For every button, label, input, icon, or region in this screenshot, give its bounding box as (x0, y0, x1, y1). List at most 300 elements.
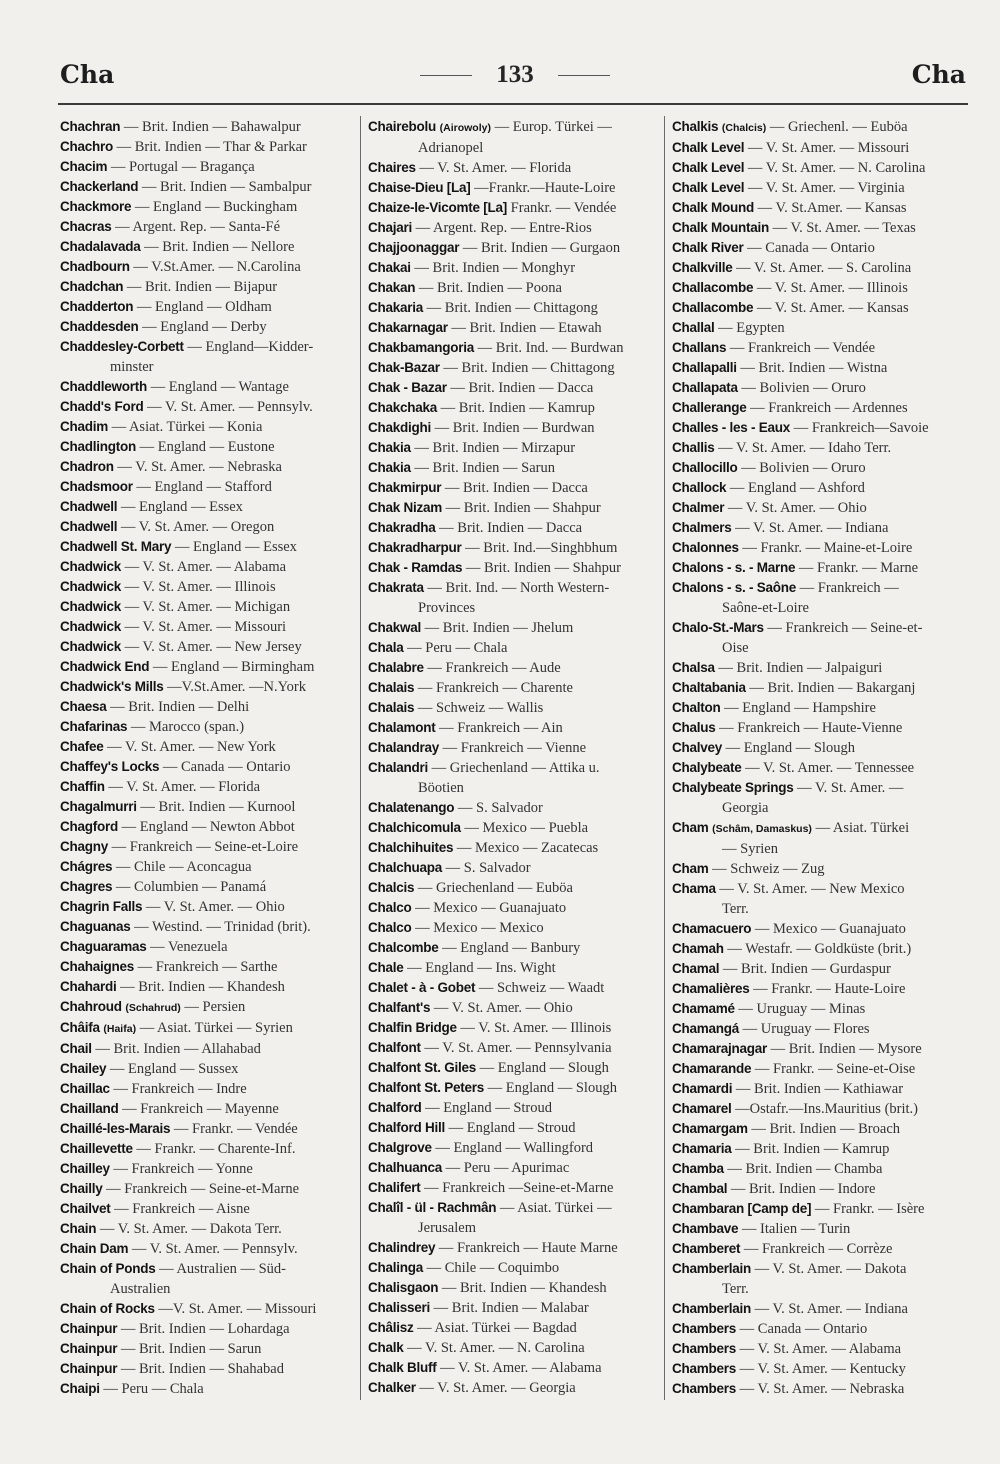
entry-name: Chail (60, 1041, 92, 1056)
entry-location: — V. St. Amer. — Kentucky (739, 1361, 906, 1377)
gazetteer-entry (672, 1019, 972, 1039)
gazetteer-entry (672, 758, 972, 778)
gazetteer-entry (672, 338, 972, 358)
entry-location: — Frankr. — Seine-et-Oise (754, 1061, 916, 1077)
entry-name: Chambal (672, 1181, 728, 1196)
entry-location: — V. St. Amer. — Idaho Terr. (718, 440, 892, 456)
entry-location: — Frankr. — Maine-et-Loire (742, 540, 913, 556)
gazetteer-entry (60, 1359, 356, 1379)
gazetteer-entry (368, 978, 662, 998)
entry-name: Chakradha (368, 520, 436, 535)
entry-location: — England — Buckingham (134, 199, 298, 215)
entry-location: — Brit. Indien — Khandesh (120, 979, 285, 995)
gazetteer-entry (368, 638, 662, 658)
entry-location: — V. St. Amer. — Pennsylv. (131, 1241, 298, 1257)
entry-location: — Brit. Indien — Jhelum (424, 620, 574, 636)
header-section-right: Cha (911, 60, 966, 89)
gazetteer-entry (672, 718, 972, 738)
entry-location: — V. St. Amer. — Michigan (124, 599, 291, 615)
entry-name: Chalker (368, 1380, 416, 1395)
entry-alternate-name: (Haifa) (103, 1023, 137, 1035)
entry-name: Chacras (60, 219, 112, 234)
entry-name: Chalchicomula (368, 820, 461, 835)
column-2 (368, 117, 662, 1398)
entry-name: Chalfin Bridge (368, 1020, 457, 1035)
entry-location: — Peru — Apurimac (445, 1160, 570, 1176)
entry-location: — Brit. Indien — Etawah (451, 320, 602, 336)
entry-location-continued: Saône-et-Loire (722, 600, 809, 616)
entry-name: Chambaran [Camp de] (672, 1201, 812, 1216)
entry-name: Chagalmurri (60, 799, 137, 814)
entry-name: Chaillé-les-Marais (60, 1121, 171, 1136)
entry-location: — Brit. Indien — Sambalpur (141, 179, 312, 195)
gazetteer-entry (60, 757, 356, 777)
entry-name: Chaires (368, 160, 416, 175)
entry-name: Chaltabania (672, 680, 746, 695)
entry-location: — Italien — Turin (741, 1221, 851, 1237)
entry-location: — V. St. Amer. — Ohio (433, 1000, 573, 1016)
entry-location: — Bolivien — Oruro (741, 460, 866, 476)
entry-location: — Portugal — Bragança (110, 159, 255, 175)
entry-name: Chackerland (60, 179, 139, 194)
entry-name: Challerange (672, 400, 747, 415)
gazetteer-entry (672, 1039, 972, 1059)
entry-location: — England — Wantage (150, 379, 289, 395)
entry-location: — Brit. Indien — Mysore (770, 1041, 922, 1057)
entry-location: — Brit. Indien — Chittagong (443, 360, 615, 376)
gazetteer-entry (672, 999, 972, 1019)
entry-name: Chalkville (672, 260, 733, 275)
entry-location: — Uruguay — Flores (742, 1021, 870, 1037)
gazetteer-entry (60, 1319, 356, 1339)
gazetteer-entry (368, 378, 662, 398)
gazetteer-entry (60, 1119, 356, 1139)
gazetteer-entry (60, 597, 356, 617)
entry-name: Chamarel (672, 1101, 732, 1116)
entry-location: — Uruguay — Minas (738, 1001, 866, 1017)
entry-name: Chalsa (672, 660, 715, 675)
entry-name: Chambers (672, 1321, 737, 1336)
gazetteer-entry (60, 637, 356, 657)
entry-name: Chailly (60, 1181, 103, 1196)
entry-name: Chaddesley-Corbett (60, 339, 184, 354)
gazetteer-entry (60, 1079, 356, 1099)
entry-location: — Brit. Indien — Wistna (740, 360, 888, 376)
entry-location-continued: Provinces (418, 600, 476, 616)
entry-location: Frankr. — Vendée (510, 200, 617, 216)
entry-location: — Brit. Indien — Monghyr (414, 260, 576, 276)
gazetteer-entry (60, 617, 356, 637)
entry-name: Challes - les - Eaux (672, 420, 791, 435)
gazetteer-entry (672, 518, 972, 538)
entry-name: Chakbamangoria (368, 340, 475, 355)
gazetteer-entry (672, 538, 972, 558)
entry-name: Chalgrove (368, 1140, 432, 1155)
gazetteer-entry (60, 877, 356, 897)
entry-location: — Brit. Indien — Burdwan (434, 420, 595, 436)
entry-location: — England — Ins. Wight (407, 960, 556, 976)
gazetteer-entry (368, 718, 662, 738)
gazetteer-entry (672, 678, 972, 698)
gazetteer-entry (60, 157, 356, 177)
entry-name: Chafarinas (60, 719, 128, 734)
entry-location: — V. St. Amer. — Dakota Terr. (99, 1221, 282, 1237)
gazetteer-entry (60, 797, 356, 817)
gazetteer-entry (672, 1199, 972, 1219)
entry-location: — V. St. Amer. — Indiana (735, 520, 889, 536)
entry-location: — V. St. Amer. — Missouri (124, 619, 287, 635)
entry-location: — Brit. Indien — Sarun (120, 1341, 262, 1357)
gazetteer-entry (368, 318, 662, 338)
entry-name: Chalk Level (672, 160, 745, 175)
entry-location: — Brit. Indien — Shahpur (465, 560, 621, 576)
entry-name: Chainpur (60, 1321, 118, 1336)
gazetteer-entry (368, 1198, 662, 1238)
entry-alternate-name: (Schâm, Damaskus) (712, 823, 812, 835)
entry-name: Chajjoonaggar (368, 240, 460, 255)
entry-name: Chadalavada (60, 239, 141, 254)
entry-name: Chak Nizam (368, 500, 443, 515)
entry-name: Chaesa (60, 699, 107, 714)
entry-name: Chalhuanca (368, 1160, 443, 1175)
entry-name: Chalfant's (368, 1000, 431, 1015)
entry-location: — Griechenl. — Euböa (769, 119, 908, 135)
entry-location: — Brit. Indien — Dacca (450, 380, 594, 396)
entry-name: Challapata (672, 380, 738, 395)
entry-location: — Chile — Aconcagua (115, 859, 252, 875)
gazetteer-entry (672, 658, 972, 678)
gazetteer-entry (672, 138, 972, 158)
entry-location: — V. St. Amer. — Florida (108, 779, 261, 795)
entry-location: — Frankreich — Aude (427, 660, 561, 676)
gazetteer-entry (368, 198, 662, 218)
entry-name: Chakan (368, 280, 416, 295)
entry-location: — Brit. Indien — Sarun (414, 460, 555, 476)
entry-location: — V. St. Amer. — Illinois (756, 280, 908, 296)
entry-name: Chamah (672, 941, 724, 956)
gazetteer-entry (672, 1139, 972, 1159)
gazetteer-entry (60, 317, 356, 337)
entry-location: — V. St. Amer. — Alabama (124, 559, 287, 575)
entry-location: — Brit. Indien — Khandesh (441, 1280, 607, 1296)
column-divider (664, 116, 665, 1400)
entry-location: — Schweiz — Waadt (478, 980, 605, 996)
entry-name: Chalmer (672, 500, 725, 515)
entry-location-continued: Böotien (418, 780, 464, 796)
gazetteer-entry (60, 737, 356, 757)
entry-location: — Frankreich — Charente (417, 680, 573, 696)
gazetteer-entry (672, 498, 972, 518)
entry-name: Challock (672, 480, 727, 495)
entry-name: Chalmers (672, 520, 732, 535)
entry-location: — Frankreich — (799, 580, 899, 596)
entry-name: Chalford Hill (368, 1120, 445, 1135)
entry-name: Chackmore (60, 199, 132, 214)
gazetteer-entry (60, 177, 356, 197)
entry-name: Chachro (60, 139, 114, 154)
entry-location: — V. St. Amer. — Kansas (756, 300, 909, 316)
entry-location: — Brit. Indien — Kamrup (440, 400, 595, 416)
entry-name: Chaddleworth (60, 379, 147, 394)
entry-location: — Brit. Ind. — Burdwan (477, 340, 624, 356)
entry-location: — V. St. Amer. — Tennessee (745, 760, 915, 776)
entry-location: — England — Slough (487, 1080, 617, 1096)
gazetteer-entry (60, 517, 356, 537)
entry-location: — Asiat. Türkei — (499, 1200, 612, 1216)
gazetteer-entry (60, 1339, 356, 1359)
gazetteer-entry (368, 858, 662, 878)
entry-name: Chalk Level (672, 180, 745, 195)
gazetteer-entry (60, 717, 356, 737)
entry-location: — Venezuela (150, 939, 228, 955)
entry-location: — Chile — Coquimbo (426, 1260, 560, 1276)
gazetteer-entry (672, 1259, 972, 1299)
entry-location: — England — Essex (174, 539, 297, 555)
gazetteer-entry (368, 1178, 662, 1198)
entry-name: Chamacuero (672, 921, 752, 936)
entry-name: Chagford (60, 819, 118, 834)
entry-location: — V. St. Amer. — Nebraska (117, 459, 282, 475)
gazetteer-entry (60, 577, 356, 597)
entry-alternate-name: (Airowoly) (439, 122, 491, 134)
entry-name: Chágres (60, 859, 113, 874)
gazetteer-entry (60, 237, 356, 257)
entry-location: — Asiat. Türkei — Konia (111, 419, 263, 435)
entry-location: — Frankreich — Seine-et-Loire (111, 839, 299, 855)
entry-name: Chakrata (368, 580, 424, 595)
entry-name: Chambers (672, 1361, 737, 1376)
entry-location: — V. St. Amer. — Illinois (460, 1020, 612, 1036)
entry-location-continued: Terr. (722, 901, 749, 917)
gazetteer-entry (672, 1319, 972, 1339)
gazetteer-entry (368, 478, 662, 498)
gazetteer-entry (368, 158, 662, 178)
gazetteer-entry (60, 857, 356, 877)
entry-name: Châifa (60, 1020, 100, 1035)
gazetteer-entry (368, 258, 662, 278)
entry-location: — V. St. Amer. — Georgia (419, 1380, 576, 1396)
entry-location: — Frankreich — Vienne (442, 740, 587, 756)
gazetteer-entry (368, 618, 662, 638)
gazetteer-entry (672, 939, 972, 959)
gazetteer-entry (60, 1199, 356, 1219)
gazetteer-entry (368, 998, 662, 1018)
entry-name: Chala (368, 640, 404, 655)
entry-name: Chalonnes (672, 540, 739, 555)
gazetteer-entry (60, 297, 356, 317)
gazetteer-entry (672, 1119, 972, 1139)
entry-name: Chahroud (60, 999, 122, 1014)
entry-location: — England — Hampshire (724, 700, 876, 716)
gazetteer-entry (368, 1018, 662, 1038)
gazetteer-entry (672, 178, 972, 198)
entry-name: Chak - Ramdas (368, 560, 463, 575)
entry-name: Chailvet (60, 1201, 111, 1216)
entry-name: Chalton (672, 700, 721, 715)
gazetteer-entry (368, 1358, 662, 1378)
entry-location: — Griechenland — Euböa (417, 880, 573, 896)
entry-location: — England — Derby (142, 319, 267, 335)
entry-name: Chalk Level (672, 140, 745, 155)
gazetteer-entry (368, 658, 662, 678)
entry-location: — Brit. Indien — Lohardaga (120, 1321, 290, 1337)
gazetteer-entry (60, 1219, 356, 1239)
gazetteer-entry (672, 378, 972, 398)
entry-name: Chalet - à - Gobet (368, 980, 476, 995)
entry-location: — V. St. Amer. — Ohio (727, 500, 867, 516)
gazetteer-entry (60, 1379, 356, 1399)
gazetteer-entry (368, 418, 662, 438)
entry-location: —V. St. Amer. — Missouri (158, 1301, 317, 1317)
gazetteer-entry (60, 1239, 356, 1259)
entry-name: Chalcis (368, 880, 415, 895)
gazetteer-entry (368, 898, 662, 918)
entry-location: — Brit. Indien — Allahabad (95, 1041, 261, 1057)
gazetteer-entry (60, 1039, 356, 1059)
gazetteer-entry (672, 1099, 972, 1119)
entry-location: — Brit. Indien — Kathiawar (735, 1081, 904, 1097)
gazetteer-entry (368, 458, 662, 478)
gazetteer-entry (60, 537, 356, 557)
entry-name: Chambave (672, 1221, 739, 1236)
gazetteer-entry (672, 418, 972, 438)
entry-name: Chalk River (672, 240, 744, 255)
gazetteer-entry (60, 677, 356, 697)
gazetteer-entry (60, 957, 356, 977)
entry-location: — Brit. Indien — Dacca (439, 520, 583, 536)
entry-name: Chamalières (672, 981, 750, 996)
entry-name: Chaguaramas (60, 939, 147, 954)
entry-name: Chalchuapa (368, 860, 443, 875)
gazetteer-entry (60, 997, 356, 1018)
gazetteer-entry (672, 698, 972, 718)
gazetteer-entry (60, 257, 356, 277)
header-section-left: Cha (60, 60, 115, 89)
gazetteer-entry (672, 558, 972, 578)
gazetteer-entry (672, 919, 972, 939)
entry-name: Chadwick (60, 599, 122, 614)
entry-name: Chadchan (60, 279, 124, 294)
entry-name: Challapalli (672, 360, 737, 375)
entry-name: Chamba (672, 1161, 724, 1176)
gazetteer-entry (672, 1159, 972, 1179)
gazetteer-entry (60, 117, 356, 137)
entry-location: — Brit. Indien — Indore (730, 1181, 876, 1197)
gazetteer-entry (368, 178, 662, 198)
entry-location: — V. St. Amer. — Missouri (747, 140, 910, 156)
entry-location: — Brit. Indien — Broach (751, 1121, 901, 1137)
entry-location-continued: Terr. (722, 1281, 749, 1297)
entry-name: Chakmirpur (368, 480, 442, 495)
entry-name: Chalvey (672, 740, 723, 755)
entry-location: — Brit. Indien — Dacca (444, 480, 588, 496)
gazetteer-entry (368, 918, 662, 938)
gazetteer-entry (672, 618, 972, 658)
entry-name: Chadim (60, 419, 109, 434)
entry-location: — Marocco (span.) (130, 719, 245, 735)
gazetteer-entry (368, 498, 662, 518)
entry-name: Chakchaka (368, 400, 438, 415)
entry-name: Chalcombe (368, 940, 439, 955)
entry-location: — V. St. Amer. — S. Carolina (736, 260, 912, 276)
entry-location: — England — Banbury (442, 940, 581, 956)
entry-name: Chadd's Ford (60, 399, 144, 414)
entry-name: Chamarande (672, 1061, 752, 1076)
entry-name: Chamberet (672, 1241, 741, 1256)
entry-location: — Frankreich — Haute Marne (438, 1240, 618, 1256)
entry-name: Chaddesden (60, 319, 139, 334)
entry-name: Chaguanas (60, 919, 131, 934)
entry-location: — Europ. Türkei — (494, 119, 612, 135)
entry-location: — Canada — Ontario (747, 240, 875, 256)
page-number: 133 (496, 61, 534, 88)
entry-location: — Frankreich — Haute-Vienne (719, 720, 903, 736)
gazetteer-entry (672, 1079, 972, 1099)
gazetteer-entry (368, 738, 662, 758)
entry-name: Chaffin (60, 779, 105, 794)
gazetteer-entry (60, 1099, 356, 1119)
entry-location: — Frankr. — Vendée (173, 1121, 298, 1137)
entry-location: — Brit. Indien — Mirzapur (414, 440, 576, 456)
entry-location: — Frankreich —Seine-et-Marne (424, 1180, 614, 1196)
entry-location: — V. St. Amer. — Texas (772, 220, 916, 236)
entry-location: — V. St. Amer. — Alabama (440, 1360, 602, 1376)
gazetteer-entry (672, 1339, 972, 1359)
entry-name: Chalindrey (368, 1240, 436, 1255)
entry-name: Chalîl - ül - Rachmân (368, 1200, 497, 1215)
entry-location: — Bolivien — Oruro (741, 380, 866, 396)
entry-name: Chalchihuites (368, 840, 454, 855)
entry-name: Chamamé (672, 1001, 735, 1016)
entry-name: Chalais (368, 680, 415, 695)
gazetteer-entry (60, 477, 356, 497)
header-dash-right (558, 75, 610, 76)
entry-name: Chagrin Falls (60, 899, 143, 914)
entry-location: — Brit. Indien — Bahawalpur (123, 119, 301, 135)
gazetteer-entry (672, 1059, 972, 1079)
entry-name: Chairebolu (368, 119, 437, 134)
gazetteer-entry (368, 438, 662, 458)
entry-name: Chakdighi (368, 420, 432, 435)
gazetteer-entry (60, 837, 356, 857)
entry-location: —V.St.Amer. —N.York (167, 679, 306, 695)
entry-name: Chalford (368, 1100, 422, 1115)
gazetteer-entry (60, 817, 356, 837)
gazetteer-entry (368, 298, 662, 318)
entry-location: — Frankreich—Savoie (793, 420, 929, 436)
entry-location: — Mexico — Puebla (464, 820, 589, 836)
gazetteer-entry (368, 818, 662, 838)
gazetteer-entry (672, 438, 972, 458)
entry-location: — Schweiz — Zug (712, 861, 825, 877)
entry-name: Chaipi (60, 1381, 100, 1396)
gazetteer-entry (368, 1278, 662, 1298)
entry-name: Chak-Bazar (368, 360, 440, 375)
entry-name: Chachran (60, 119, 121, 134)
entry-location: — Mexico — Guanajuato (415, 900, 567, 916)
gazetteer-entry (672, 1299, 972, 1319)
entry-location: — Peru — Chala (103, 1381, 204, 1397)
gazetteer-entry (368, 398, 662, 418)
gazetteer-entry (60, 657, 356, 677)
gazetteer-entry (60, 897, 356, 917)
entry-name: Chaise-Dieu [La] (368, 180, 471, 195)
entry-location: — Asiat. Türkei — Bagdad (417, 1320, 577, 1336)
gazetteer-entry (368, 218, 662, 238)
entry-location-continued: minster (110, 359, 154, 375)
gazetteer-entry (672, 218, 972, 238)
entry-name: Chaize-le-Vicomte [La] (368, 200, 508, 215)
